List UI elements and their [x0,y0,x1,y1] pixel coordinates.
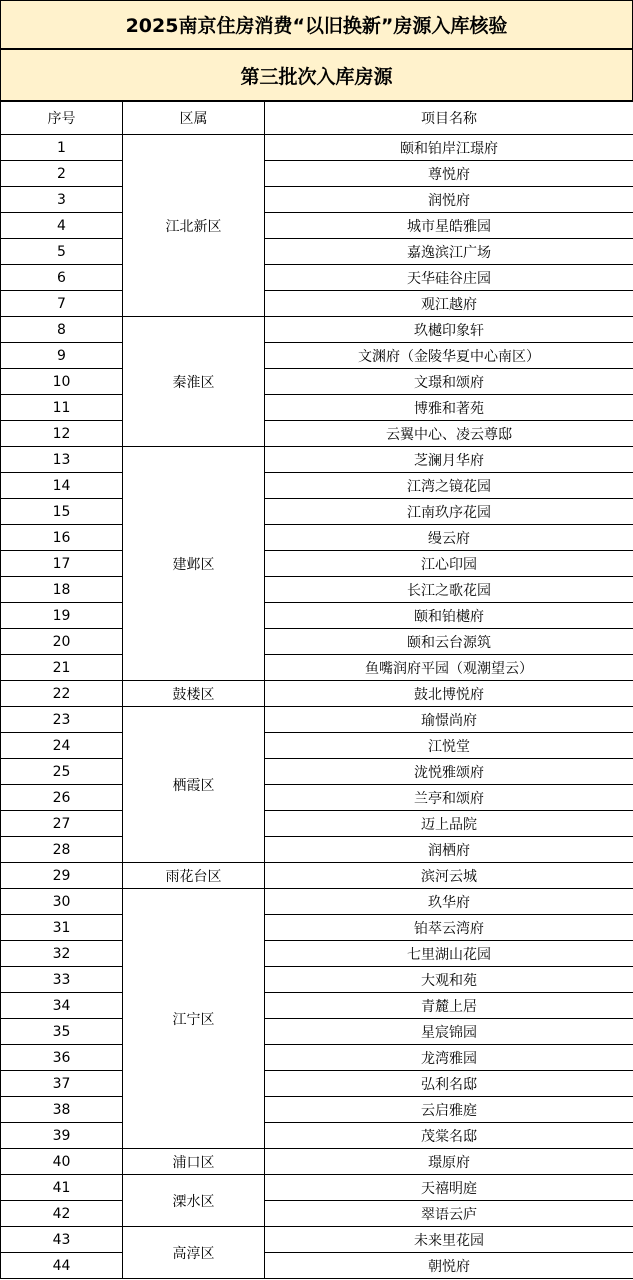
table-row [1,759,633,785]
project-cell: 观江越府 [265,291,633,317]
table-row [1,551,633,577]
project-cell: 云启雅庭 [265,1097,633,1123]
table-row [1,1019,633,1045]
project-cell: 弘利名邸 [265,1071,633,1097]
table-row [1,1071,633,1097]
project-cell: 迈上品院 [265,811,633,837]
project-cell: 江心印园 [265,551,633,577]
seq-cell: 20 [1,629,123,655]
table-row [1,213,633,239]
table-row [1,1227,633,1253]
table-row [1,291,633,317]
seq-cell: 34 [1,993,123,1019]
district-cell: 高淳区 [123,1227,265,1279]
seq-cell: 6 [1,265,123,291]
table-row [1,707,633,733]
table-row [1,941,633,967]
table-row [1,915,633,941]
project-cell: 鱼嘴润府平园（观潮望云） [265,655,633,681]
seq-cell: 16 [1,525,123,551]
table-row [1,1253,633,1279]
seq-cell: 1 [1,135,123,161]
listing-table [0,101,633,1279]
header-project: 项目名称 [265,102,633,135]
seq-cell: 29 [1,863,123,889]
seq-cell: 27 [1,811,123,837]
seq-cell: 21 [1,655,123,681]
seq-cell: 14 [1,473,123,499]
district-cell: 栖霞区 [123,707,265,863]
seq-cell: 36 [1,1045,123,1071]
table-row [1,447,633,473]
seq-cell: 18 [1,577,123,603]
table-row [1,1045,633,1071]
project-cell: 博雅和著苑 [265,395,633,421]
table-row [1,603,633,629]
district-cell: 秦淮区 [123,317,265,447]
district-cell: 鼓楼区 [123,681,265,707]
seq-cell: 5 [1,239,123,265]
seq-cell: 37 [1,1071,123,1097]
project-cell: 城市星皓雅园 [265,213,633,239]
table-row [1,525,633,551]
seq-cell: 30 [1,889,123,915]
project-cell: 江湾之镜花园 [265,473,633,499]
table-row [1,577,633,603]
seq-cell: 40 [1,1149,123,1175]
seq-cell: 19 [1,603,123,629]
seq-cell: 25 [1,759,123,785]
project-cell: 璟原府 [265,1149,633,1175]
table-row [1,733,633,759]
seq-cell: 28 [1,837,123,863]
project-cell: 缦云府 [265,525,633,551]
project-cell: 铂萃云湾府 [265,915,633,941]
project-cell: 滨河云城 [265,863,633,889]
seq-cell: 44 [1,1253,123,1279]
table-row [1,837,633,863]
table-row [1,317,633,343]
project-cell: 长江之歌花园 [265,577,633,603]
project-cell: 嘉逸滨江广场 [265,239,633,265]
table-body [1,135,633,1279]
project-cell: 润悦府 [265,187,633,213]
project-cell: 瑜憬尚府 [265,707,633,733]
seq-cell: 32 [1,941,123,967]
table-row [1,343,633,369]
project-cell: 泷悦雅颂府 [265,759,633,785]
seq-cell: 11 [1,395,123,421]
seq-cell: 4 [1,213,123,239]
project-cell: 尊悦府 [265,161,633,187]
project-cell: 润栖府 [265,837,633,863]
project-cell: 朝悦府 [265,1253,633,1279]
sheet-subtitle: 第三批次入库房源 [0,48,633,101]
table-row [1,473,633,499]
seq-cell: 41 [1,1175,123,1201]
seq-cell: 9 [1,343,123,369]
header-seq: 序号 [1,102,123,135]
project-cell: 芝澜月华府 [265,447,633,473]
seq-cell: 3 [1,187,123,213]
table-row [1,187,633,213]
project-cell: 颐和云台源筑 [265,629,633,655]
project-cell: 云翼中心、凌云尊邸 [265,421,633,447]
project-cell: 颐和铂岸江璟府 [265,135,633,161]
seq-cell: 2 [1,161,123,187]
seq-cell: 31 [1,915,123,941]
table-row [1,265,633,291]
table-row [1,655,633,681]
project-cell: 天华硅谷庄园 [265,265,633,291]
seq-cell: 22 [1,681,123,707]
district-cell: 溧水区 [123,1175,265,1227]
project-cell: 星宸锦园 [265,1019,633,1045]
table-row [1,239,633,265]
seq-cell: 42 [1,1201,123,1227]
table-row [1,967,633,993]
table-row [1,811,633,837]
project-cell: 文璟和颂府 [265,369,633,395]
header-district: 区属 [123,102,265,135]
seq-cell: 38 [1,1097,123,1123]
district-cell: 浦口区 [123,1149,265,1175]
seq-cell: 24 [1,733,123,759]
project-cell: 龙湾雅园 [265,1045,633,1071]
table-row [1,369,633,395]
project-cell: 鼓北博悦府 [265,681,633,707]
seq-cell: 17 [1,551,123,577]
table-row [1,863,633,889]
header-row [1,102,633,135]
table-row [1,681,633,707]
table-row [1,161,633,187]
project-cell: 七里湖山花园 [265,941,633,967]
table-row [1,135,633,161]
project-cell: 江南玖序花园 [265,499,633,525]
seq-cell: 35 [1,1019,123,1045]
district-cell: 江北新区 [123,135,265,317]
table-row [1,993,633,1019]
project-cell: 茂棠名邸 [265,1123,633,1149]
district-cell: 江宁区 [123,889,265,1149]
project-cell: 青麓上居 [265,993,633,1019]
seq-cell: 8 [1,317,123,343]
project-cell: 天禧明庭 [265,1175,633,1201]
seq-cell: 10 [1,369,123,395]
table-row [1,421,633,447]
seq-cell: 33 [1,967,123,993]
project-cell: 文渊府（金陵华夏中心南区） [265,343,633,369]
seq-cell: 26 [1,785,123,811]
seq-cell: 12 [1,421,123,447]
table-row [1,889,633,915]
table-row [1,1123,633,1149]
seq-cell: 13 [1,447,123,473]
seq-cell: 39 [1,1123,123,1149]
project-cell: 兰亭和颂府 [265,785,633,811]
table-row [1,1149,633,1175]
project-cell: 未来里花园 [265,1227,633,1253]
seq-cell: 23 [1,707,123,733]
project-cell: 大观和苑 [265,967,633,993]
project-cell: 翠语云庐 [265,1201,633,1227]
sheet-title: 2025南京住房消费“以旧换新”房源入库核验 [0,0,633,48]
seq-cell: 43 [1,1227,123,1253]
project-cell: 玖樾印象轩 [265,317,633,343]
table-row [1,629,633,655]
table-row [1,395,633,421]
table-row [1,785,633,811]
district-cell: 建邺区 [123,447,265,681]
table-row [1,499,633,525]
seq-cell: 7 [1,291,123,317]
seq-cell: 15 [1,499,123,525]
project-cell: 玖华府 [265,889,633,915]
table-row [1,1201,633,1227]
district-cell: 雨花台区 [123,863,265,889]
table-row [1,1175,633,1201]
table-row [1,1097,633,1123]
project-cell: 江悦堂 [265,733,633,759]
project-cell: 颐和铂樾府 [265,603,633,629]
